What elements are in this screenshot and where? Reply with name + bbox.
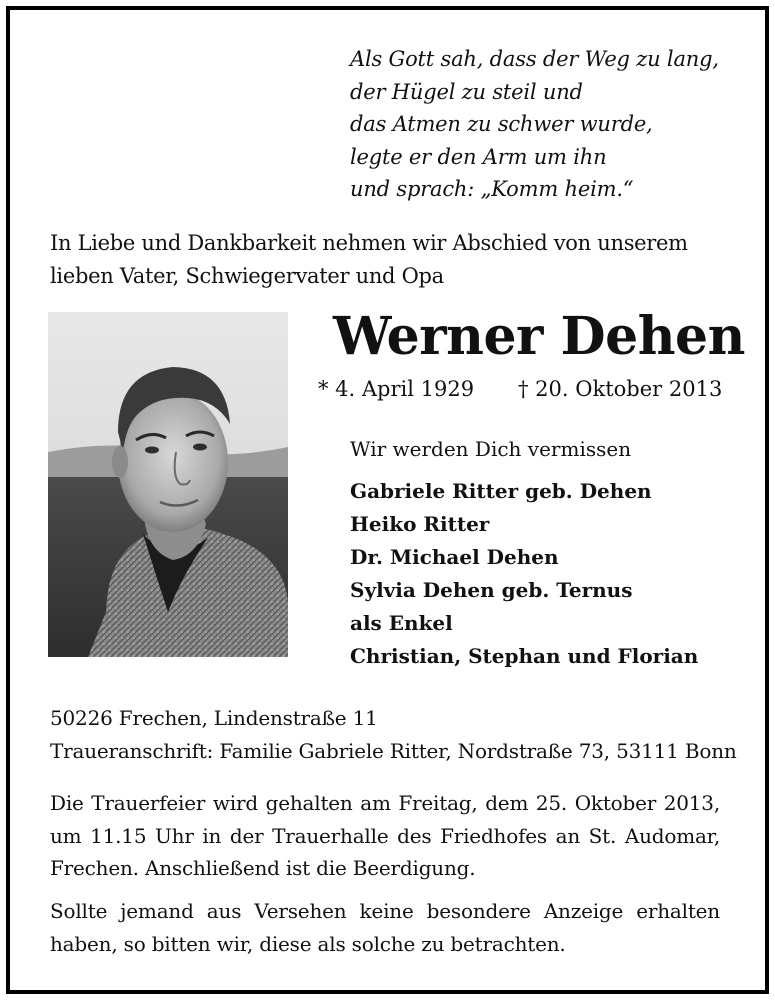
death-date: † 20. Oktober 2013 bbox=[518, 377, 723, 401]
deceased-name: Werner Dehen bbox=[333, 306, 745, 367]
ceremony-text: Die Trauerfeier wird gehalten am Freitag, dem 25. Oktober 2013, um 11.15 Uhr in der Trauerhalle des Friedhofes an St. Audomar, Frechen. Anschließend ist die Beerdigung. bbox=[50, 791, 720, 880]
poem-line: legte er den Arm um ihn bbox=[350, 144, 607, 169]
residence-address: 50226 Frechen, Lindenstraße 11 bbox=[50, 706, 378, 730]
mourners-list bbox=[350, 475, 698, 673]
mourner-name: Sylvia Dehen geb. Ternus bbox=[350, 578, 633, 602]
poem-line: das Atmen zu schwer wurde, bbox=[350, 112, 653, 136]
mourning-address: Traueranschrift: Familie Gabriele Ritter, Nordstraße 73, 53111 Bonn bbox=[50, 738, 737, 763]
poem-line: Als Gott sah, dass der Weg zu lang, bbox=[350, 47, 719, 71]
mourner-name: als Enkel bbox=[350, 611, 453, 635]
mourner-name: Gabriele Ritter geb. Dehen bbox=[350, 479, 652, 503]
portrait-photo bbox=[48, 312, 288, 657]
poem-line: der Hügel zu steil und bbox=[350, 79, 583, 104]
poem bbox=[350, 43, 719, 206]
mourner-name: Christian, Stephan und Florian bbox=[350, 644, 699, 668]
intro-text: In Liebe und Dankbarkeit nehmen wir Abschied von unserem lieben Vater, Schwiegervater und Opa bbox=[50, 231, 688, 288]
address-block bbox=[50, 702, 737, 767]
notice-text: Sollte jemand aus Versehen keine besondere Anzeige erhalten haben, so bitten wir, diese als solche zu betrachten. bbox=[50, 899, 720, 956]
mourner-name: Heiko Ritter bbox=[350, 512, 490, 536]
poem-line: und sprach: „Komm heim.“ bbox=[350, 177, 634, 201]
mourners-intro: Wir werden Dich vermissen bbox=[350, 437, 632, 461]
mourner-name: Dr. Michael Dehen bbox=[350, 545, 559, 569]
birth-date: * 4. April 1929 bbox=[318, 377, 475, 401]
